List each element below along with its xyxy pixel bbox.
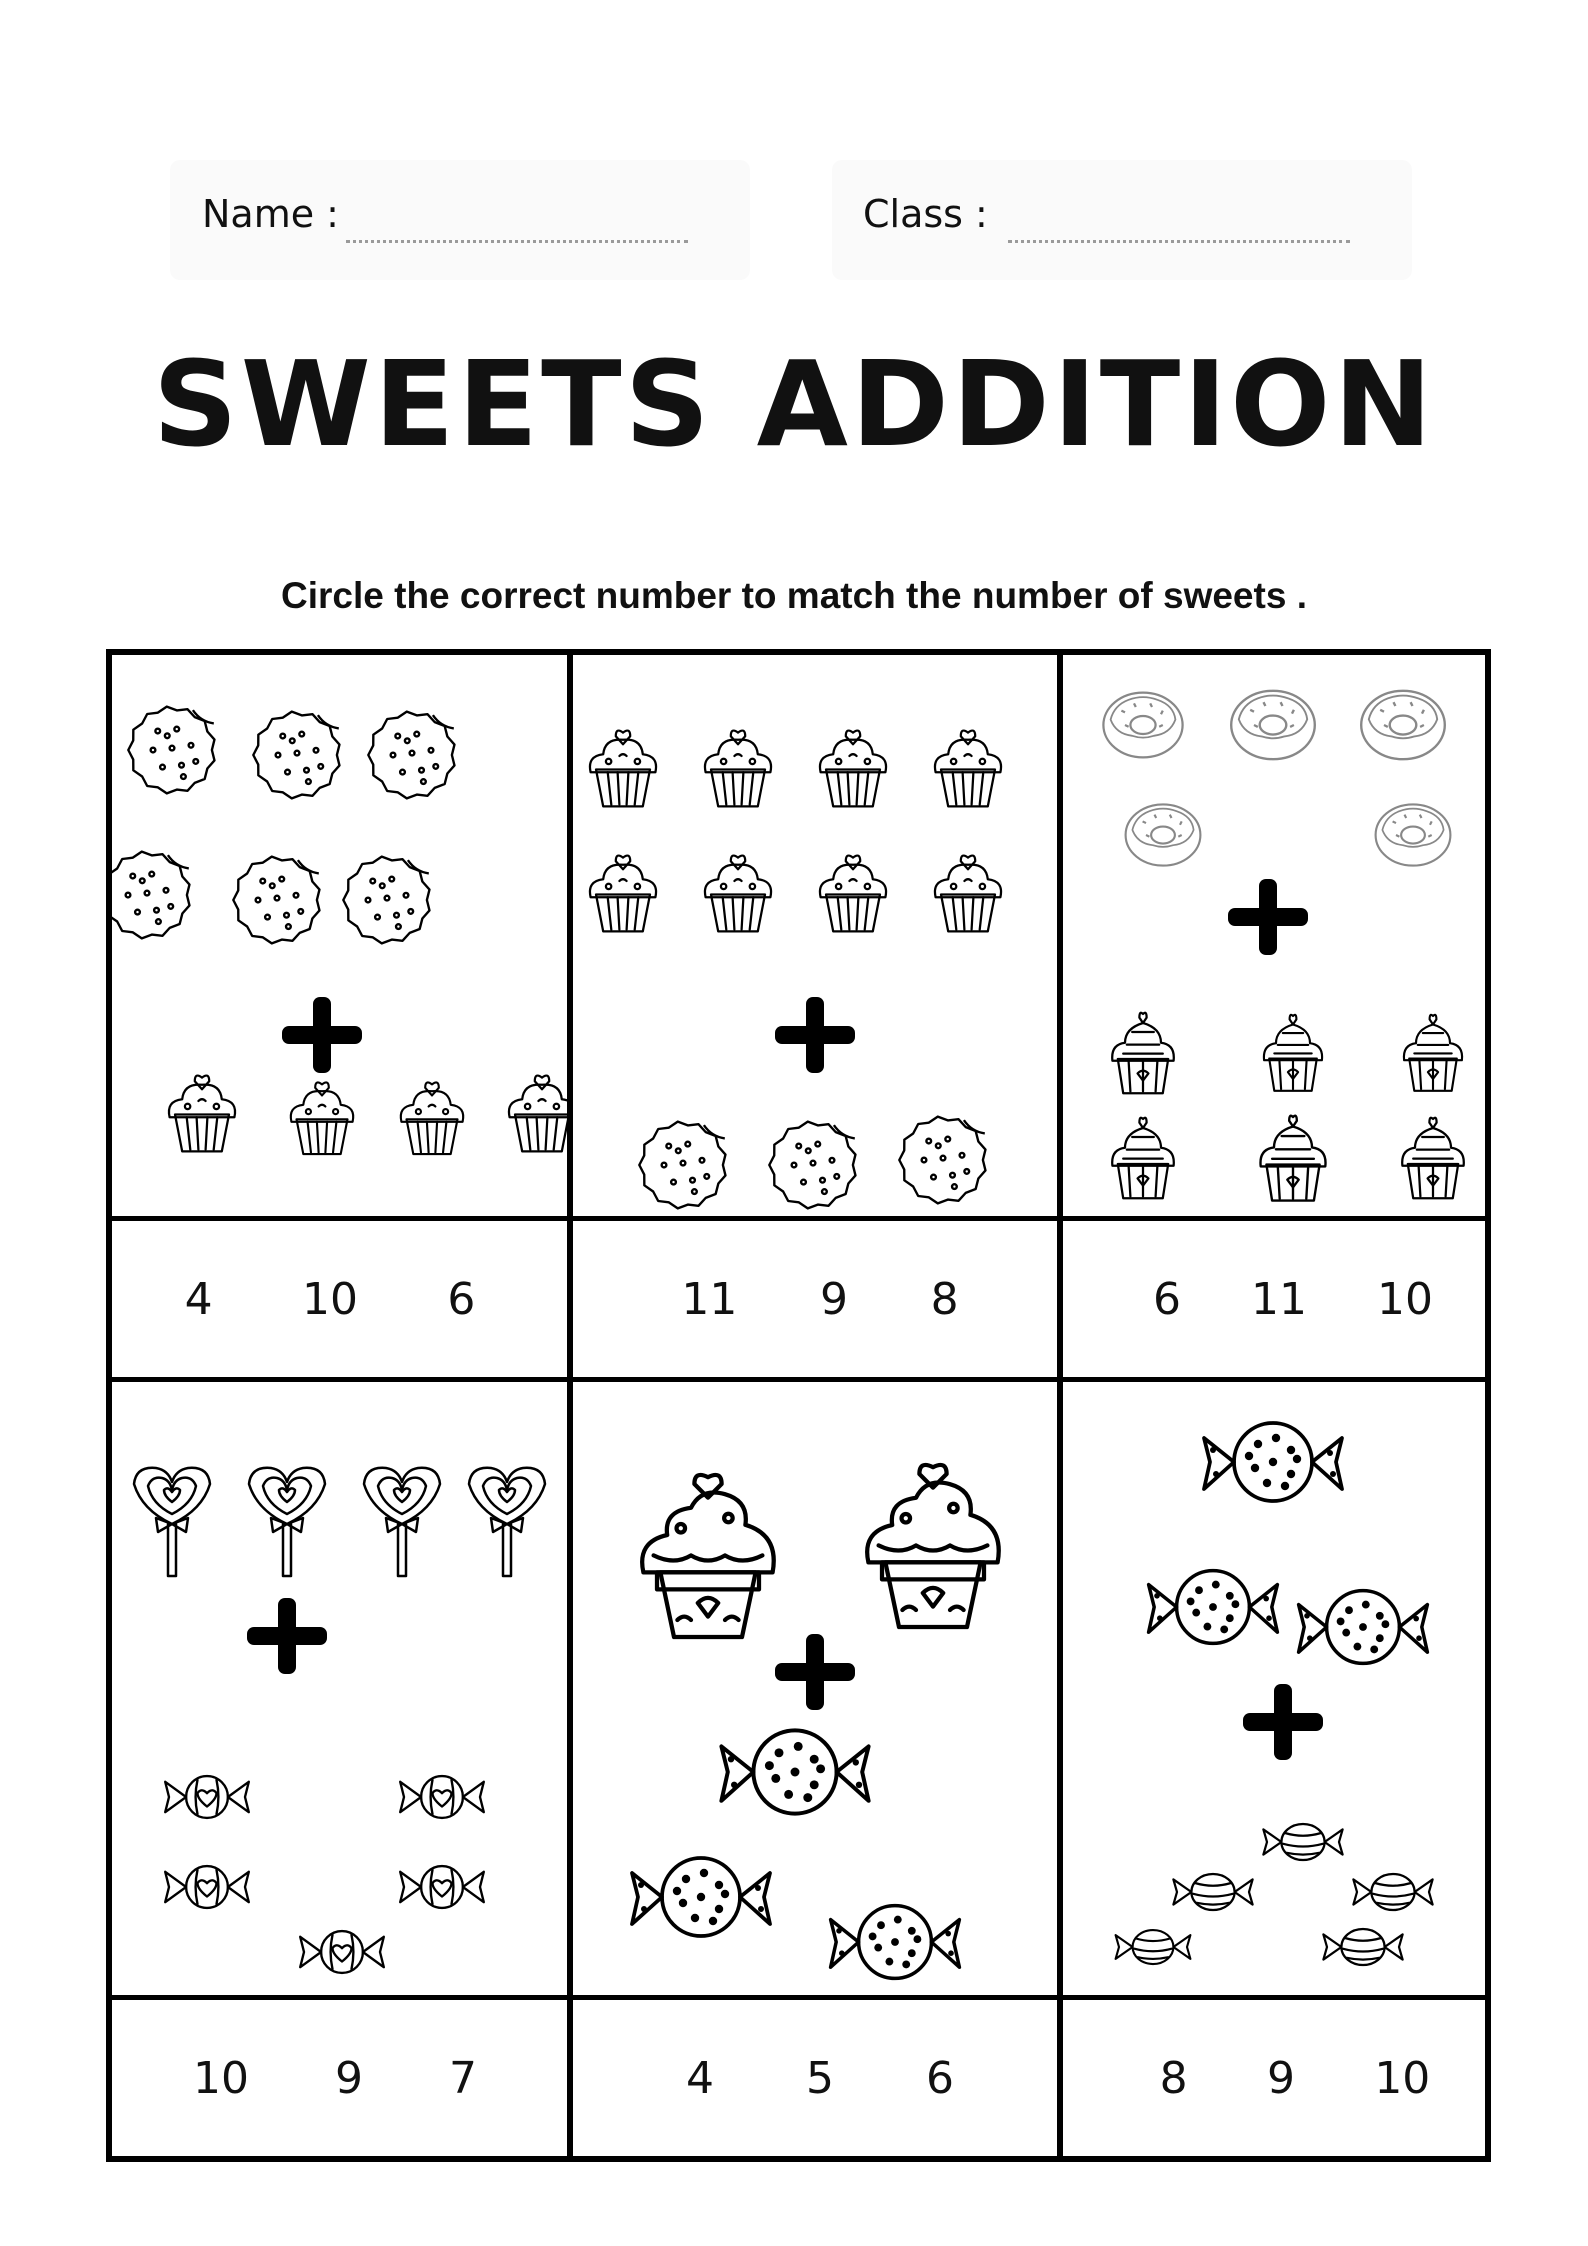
donut-icon: [1126, 804, 1201, 865]
dotted-candy-icon: [831, 1906, 960, 1979]
heart-candy-icon: [165, 1776, 249, 1818]
problem-2-illustration: [573, 655, 1057, 1216]
problem-4-answers: [150, 2000, 520, 2156]
lollipop-icon: [469, 1468, 545, 1576]
cookie-icon: [343, 857, 429, 944]
answer-option[interactable]: 9: [335, 2052, 363, 2104]
dotted-candy-icon: [1149, 1571, 1278, 1644]
cookie-icon: [368, 712, 454, 799]
problem-1-illustration: [112, 655, 567, 1216]
striped-candy-icon: [1353, 1874, 1432, 1910]
problem-6-illustration: [1063, 1382, 1485, 1995]
cupcake-icon: [820, 856, 886, 932]
answer-option[interactable]: 10: [193, 2052, 249, 2104]
dotted-candy-icon: [632, 1858, 770, 1936]
tall-cupcake-icon: [1402, 1118, 1464, 1198]
tall-cupcake-icon: [1112, 1118, 1174, 1198]
cupcake-icon: [935, 856, 1001, 932]
problem-6-pictures: [1063, 1382, 1485, 1995]
heart-candy-icon: [165, 1866, 249, 1908]
lollipop-icon: [249, 1468, 325, 1576]
answer-option[interactable]: 10: [1377, 1273, 1433, 1325]
dotted-candy-icon: [721, 1730, 868, 1813]
problem-5-pictures: [573, 1382, 1057, 1995]
tall-cupcake-icon: [1264, 1015, 1322, 1091]
cupcake-icon: [590, 731, 656, 807]
cookie-icon: [639, 1122, 725, 1209]
donut-icon: [1231, 691, 1315, 759]
dotted-candy-icon: [1204, 1423, 1342, 1501]
class-label: Class :: [863, 192, 988, 236]
donut-icon: [1376, 804, 1451, 865]
problem-5-answers: [640, 2000, 1000, 2156]
instruction-text: Circle the correct number to match the number of sweets .: [281, 575, 1307, 616]
answer-option[interactable]: 4: [686, 2052, 714, 2104]
answer-option[interactable]: 9: [1266, 2052, 1295, 2104]
answer-option[interactable]: 10: [1374, 2052, 1431, 2104]
lollipop-icon: [134, 1468, 210, 1576]
problem-1-pictures: [112, 655, 567, 1216]
donut-icon: [1361, 691, 1445, 759]
name-label: Name :: [202, 192, 339, 236]
heart-candy-icon: [400, 1776, 484, 1818]
answer-option[interactable]: 6: [447, 1273, 476, 1325]
answer-option[interactable]: 6: [1153, 1273, 1181, 1325]
cupcake-icon: [590, 856, 656, 932]
plus-icon: [775, 1634, 855, 1710]
plus-icon: [1228, 879, 1308, 955]
cupcake-icon: [291, 1082, 353, 1154]
plus-icon: [247, 1598, 327, 1674]
problem-2-pictures: [573, 655, 1057, 1216]
page-title: SWEETS ADDITION: [152, 335, 1436, 473]
class-field[interactable]: [1008, 240, 1350, 243]
problem-5-illustration: [573, 1382, 1057, 1995]
plus-icon: [282, 997, 362, 1073]
grid-line-bottom: [106, 2156, 1491, 2162]
cupcake-icon: [509, 1076, 567, 1152]
striped-candy-icon: [1116, 1930, 1191, 1964]
cookie-icon: [769, 1122, 855, 1209]
cookie-icon: [253, 712, 339, 799]
striped-candy-icon: [1323, 1929, 1402, 1965]
cupcake-icon: [169, 1076, 235, 1152]
plus-icon: [1243, 1684, 1323, 1760]
tall-cupcake-icon: [1404, 1015, 1462, 1091]
big-cupcake-icon: [867, 1465, 999, 1627]
answer-option[interactable]: 4: [184, 1273, 213, 1325]
cookie-icon: [233, 857, 319, 944]
cupcake-icon: [705, 856, 771, 932]
cupcake-icon: [705, 731, 771, 807]
problem-4-pictures: [112, 1382, 567, 1995]
answer-option[interactable]: 10: [301, 1273, 358, 1325]
answer-option[interactable]: 11: [1251, 1273, 1307, 1325]
cookie-icon: [899, 1117, 985, 1204]
big-cupcake-icon: [642, 1475, 774, 1637]
striped-candy-icon: [1173, 1874, 1252, 1910]
donut-icon: [1103, 693, 1182, 758]
heart-candy-icon: [300, 1931, 384, 1973]
tall-cupcake-icon: [1260, 1116, 1325, 1201]
problem-4-illustration: [112, 1382, 567, 1995]
tall-cupcake-icon: [1112, 1013, 1174, 1093]
name-field[interactable]: [346, 240, 688, 243]
striped-candy-icon: [1263, 1824, 1342, 1860]
cookie-icon: [128, 707, 214, 794]
answer-option[interactable]: 6: [926, 2052, 954, 2104]
answer-option[interactable]: 8: [1159, 2052, 1188, 2104]
answer-option[interactable]: 8: [930, 1273, 959, 1325]
answer-option[interactable]: 5: [806, 2052, 834, 2104]
plus-icon: [775, 997, 855, 1073]
dotted-candy-icon: [1299, 1591, 1428, 1664]
cupcake-icon: [401, 1082, 463, 1154]
answer-option[interactable]: 7: [449, 2052, 477, 2104]
heart-candy-icon: [400, 1866, 484, 1908]
cupcake-icon: [820, 731, 886, 807]
cupcake-icon: [935, 731, 1001, 807]
answer-option[interactable]: 9: [819, 1273, 848, 1325]
problem-6-answers: [1120, 2000, 1470, 2156]
cookie-icon: [112, 852, 189, 939]
problem-3-illustration: [1063, 655, 1485, 1216]
answer-option[interactable]: 11: [681, 1273, 738, 1325]
problem-2-answers: [640, 1221, 1000, 1377]
lollipop-icon: [364, 1468, 440, 1576]
problem-3-answers: [1118, 1221, 1468, 1377]
problem-1-answers: [140, 1221, 520, 1377]
problem-3-pictures: [1063, 655, 1485, 1216]
grid-line-right: [1485, 649, 1491, 2162]
